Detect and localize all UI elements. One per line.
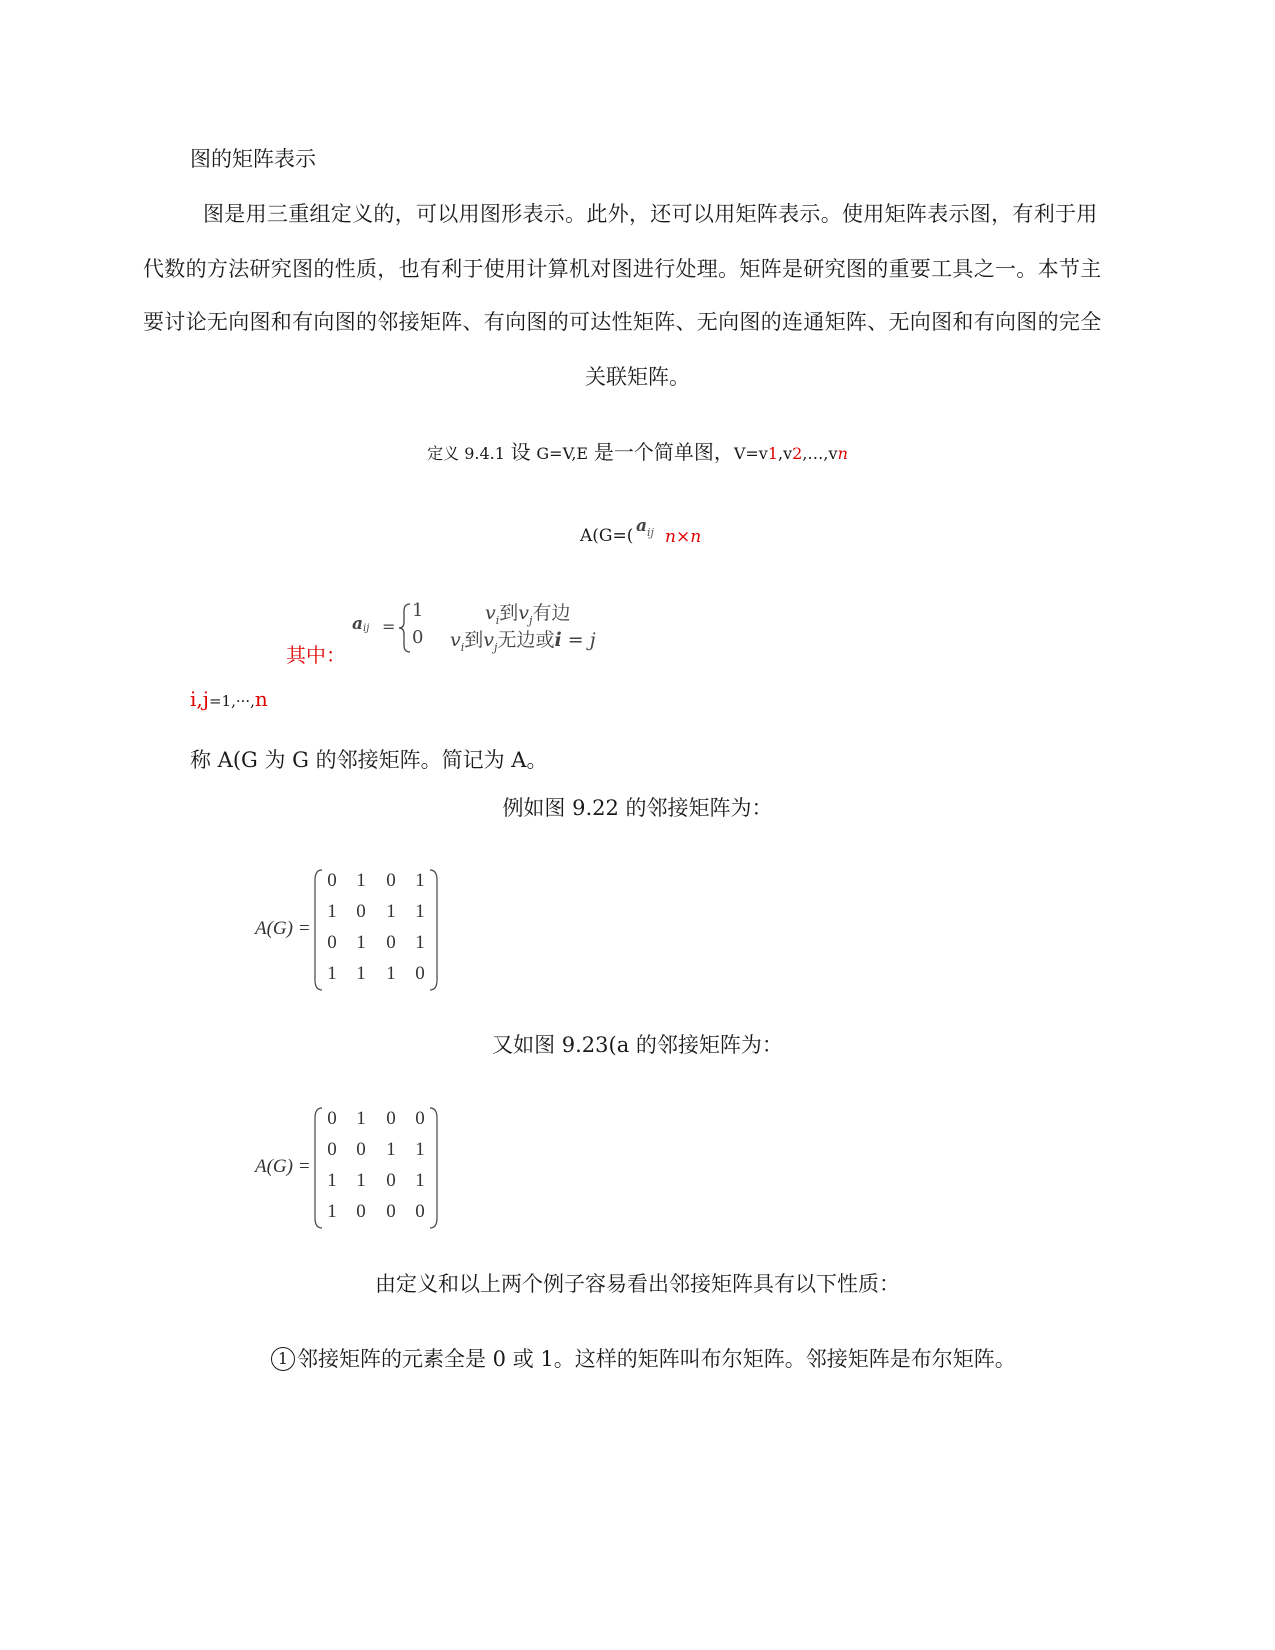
matrix-cell: 1 <box>356 963 366 984</box>
definition-ellipsis: ,…,v <box>802 444 838 463</box>
piecewise-a: a <box>352 614 364 634</box>
matrix-cell: 0 <box>327 932 337 953</box>
matrix-cell: 1 <box>415 932 425 953</box>
left-brace <box>398 603 412 653</box>
matrix-cell: 1 <box>415 1139 425 1160</box>
definition-line <box>0 436 1275 465</box>
matrix-cell: 0 <box>386 1170 396 1191</box>
matrix-cell: 1 <box>327 1170 337 1191</box>
example2-matrix <box>255 1106 455 1236</box>
intro-line-2: 代数的方法研究图的性质，也有利于使用计算机对图进行处理。矩阵是研究图的重要工具之一。本节主 <box>143 257 1102 281</box>
matrix-cell: 1 <box>356 870 366 891</box>
matrix-cell: 1 <box>415 1170 425 1191</box>
formula-size: n×n <box>665 527 702 547</box>
matrix-cell: 1 <box>415 870 425 891</box>
where-label: 其中： <box>286 643 346 667</box>
piecewise-eq: = <box>382 617 396 636</box>
matrix-cell: 1 <box>415 901 425 922</box>
example2-caption: 又如图 9.23(a 的邻接矩阵为： <box>492 1033 783 1057</box>
matrix-cell: 1 <box>356 1170 366 1191</box>
index-n: n <box>254 687 268 711</box>
definition-label: 定义 9.4.1 <box>427 444 505 463</box>
property-1-text: 邻接矩阵的元素全是 0 或 1。这样的矩阵叫布尔矩阵。邻接矩阵是布尔矩阵。 <box>297 1347 1016 1371</box>
example1-caption: 例如图 9.22 的邻接矩阵为： <box>502 796 773 820</box>
matrix-cell: 1 <box>386 963 396 984</box>
definition-sub-n: n <box>837 444 848 463</box>
matrix-cell: 1 <box>386 901 396 922</box>
formula-a: a <box>636 516 648 536</box>
matrix-cell: 1 <box>356 1108 366 1129</box>
formula-ij: ij <box>647 526 654 539</box>
matrix-cell: 0 <box>415 963 425 984</box>
matrix-cell: 0 <box>356 1201 366 1222</box>
circled-number-marker: 1 <box>271 1347 295 1371</box>
properties-intro: 由定义和以上两个例子容易看出邻接矩阵具有以下性质： <box>375 1272 900 1296</box>
matrix-cell: 1 <box>327 963 337 984</box>
case2-condition: $v_i$到$v_j$无边或i = j <box>450 629 596 654</box>
definition-sub-2: 2 <box>792 444 803 463</box>
matrix-cell: 0 <box>327 1139 337 1160</box>
matrix-label: A(G) = <box>255 1156 311 1177</box>
matrix-cell: 0 <box>327 870 337 891</box>
matrix-cell: 1 <box>327 901 337 922</box>
index-range <box>190 687 268 711</box>
piecewise-formula <box>352 600 642 659</box>
piecewise-ij: ij <box>363 623 370 634</box>
matrix-cell: 0 <box>415 1108 425 1129</box>
matrix-cell: 0 <box>356 1139 366 1160</box>
index-ij: i,j <box>190 687 209 711</box>
property-1 <box>271 1343 1016 1373</box>
formula-ag-prefix: A(G=( <box>580 526 634 546</box>
definition-text-1: 设 <box>510 440 531 464</box>
intro-line-1: 图是用三重组定义的，可以用图形表示。此外，还可以用矩阵表示。使用矩阵表示图，有利于用 <box>203 202 1098 226</box>
definition-sub-1: 1 <box>767 444 779 463</box>
intro-line-3: 要讨论无向图和有向图的邻接矩阵、有向图的可达性矩阵、无向图的连通矩阵、无向图和有向图的完全 <box>143 310 1102 334</box>
section-heading: 图的矩阵表示 <box>190 147 316 171</box>
case1-value: 1 <box>412 600 424 621</box>
matrix-cell: 0 <box>415 1201 425 1222</box>
definition-comma-1: ,v <box>778 444 793 463</box>
definition-graph: G=V,E <box>536 444 589 463</box>
matrix-cell: 1 <box>356 932 366 953</box>
matrix-cell: 0 <box>386 1108 396 1129</box>
intro-line-4: 关联矩阵。 <box>585 365 690 389</box>
matrix-cell: 1 <box>327 1201 337 1222</box>
matrix-cell: 0 <box>386 870 396 891</box>
matrix-cell: 1 <box>386 1139 396 1160</box>
matrix-cell: 0 <box>327 1108 337 1129</box>
matrix-cell: 0 <box>386 1201 396 1222</box>
case1-condition: $v_i$到$v_j$有边 <box>485 602 571 627</box>
matrix-cell: 0 <box>386 932 396 953</box>
matrix-label: A(G) = <box>255 918 311 939</box>
definition-vertex-set: V=v <box>733 444 768 463</box>
adjacency-definition-sentence: 称 A(G 为 G 的邻接矩阵。简记为 A。 <box>190 748 548 772</box>
example1-matrix <box>255 868 455 998</box>
matrix-cell: 0 <box>356 901 366 922</box>
index-rest: =1,···, <box>208 692 255 710</box>
case2-value: 0 <box>412 627 424 648</box>
definition-text-3: 是一个简单图， <box>593 440 734 464</box>
